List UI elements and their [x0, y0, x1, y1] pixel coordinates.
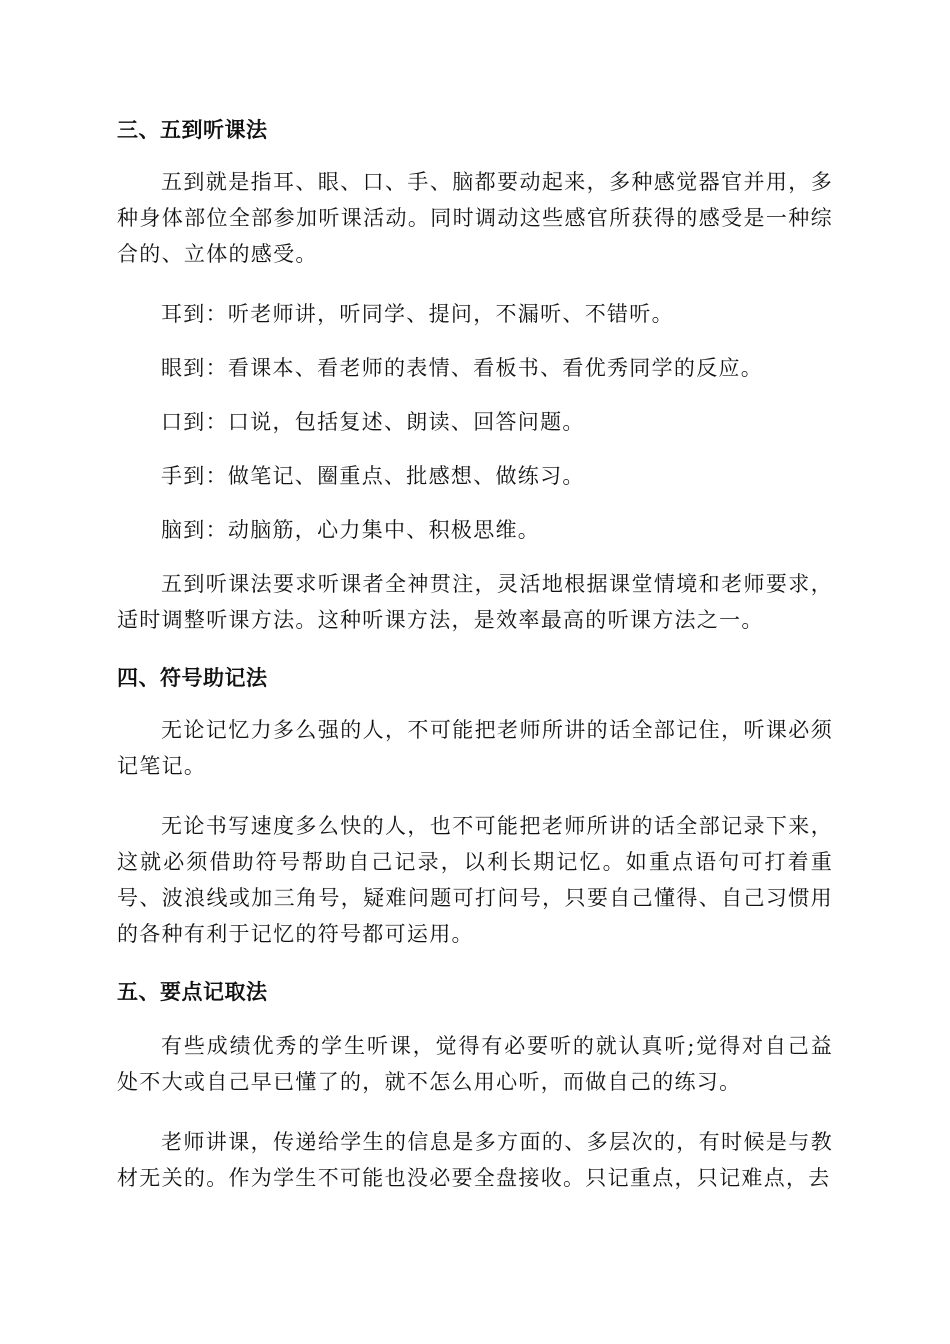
- paragraph-erdao: 耳到：听老师讲，听同学、提问，不漏听、不错听。: [161, 302, 674, 326]
- paragraph-wudao-definition: 五到就是指耳、眼、口、手、脑都要动起来，多种感觉器官并用，多种身体部位全部参加听课活动。同时调动这些感官所获得的感受是一种综合的、立体的感受。: [117, 170, 833, 266]
- section-heading-5: 五、要点记取法: [117, 980, 268, 1004]
- paragraph-naodao: 脑到：动脑筋，心力集中、积极思维。: [161, 518, 541, 542]
- paragraph-symbol-usage: 无论书写速度多么快的人，也不可能把老师所讲的话全部记录下来，这就必须借助符号帮助自己记录，以利长期记忆。如重点语句可打着重号、波浪线或加三角号，疑难问题可打问号，只要自己懂得、自己习惯用的各种有利于记忆的符号都可运用。: [117, 814, 833, 946]
- paragraph-shoudao: 手到：做笔记、圈重点、批感想、做练习。: [161, 464, 585, 488]
- section-heading-4: 四、符号助记法: [117, 666, 268, 690]
- paragraph-note-necessity: 无论记忆力多么强的人，不可能把老师所讲的话全部记住，听课必须记笔记。: [117, 718, 833, 778]
- paragraph-koudao: 口到：口说，包括复述、朗读、回答问题。: [161, 410, 585, 434]
- paragraph-key-points: 老师讲课，传递给学生的信息是多方面的、多层次的，有时候是与教材无关的。作为学生不可能也没必要全盘接收。只记重点，只记难点，去: [117, 1130, 833, 1190]
- paragraph-wudao-summary: 五到听课法要求听课者全神贯注，灵活地根据课堂情境和老师要求，适时调整听课方法。这种听课方法，是效率最高的听课方法之一。: [117, 572, 833, 632]
- paragraph-yandao: 眼到：看课本、看老师的表情、看板书、看优秀同学的反应。: [161, 356, 764, 380]
- paragraph-selective-listening: 有些成绩优秀的学生听课，觉得有必要听的就认真听;觉得对自己益处不大或自己早已懂了的，就不怎么用心听，而做自己的练习。: [117, 1034, 833, 1094]
- section-heading-3: 三、五到听课法: [117, 118, 268, 142]
